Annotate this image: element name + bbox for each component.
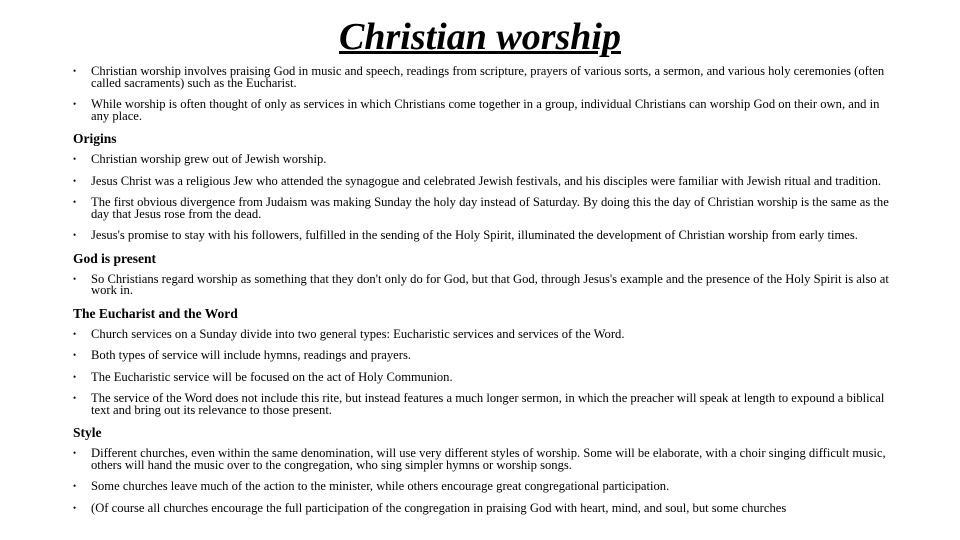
bullet-text: While worship is often thought of only as services in which Christians come together in a group, individual Christians can worship God on their own, and in any place. [91,97,880,123]
bullet-text: Different churches, even within the same denomination, will use very different styles of worship. Some will be elaborate, with a choir singing difficult music, others will hand the music over to the congregation, who sing simpler hymns or worship songs. [91,446,886,472]
bullet-text: (Of course all churches encourage the full participation of the congregation in praising God with heart, mind, and soul, but some churches [91,500,787,515]
bullet-item [73,271,893,297]
bullet-item [73,369,893,384]
bullet-dot-icon: • [73,273,77,284]
bullet-item [73,66,893,89]
page-title: Christian worship [339,16,621,58]
bullet-dot-icon: • [73,230,77,240]
bullet-item [73,393,893,416]
bullet-item [73,99,893,122]
section-heading-style: Style [73,425,102,440]
bullet-dot-icon: • [73,481,77,491]
bullet-item [73,173,893,188]
section-heading-eucharist-and-word: The Eucharist and the Word [73,305,238,321]
bullet-dot-icon: • [73,66,77,76]
bullet-dot-icon: • [73,197,77,207]
bullet-text: The service of the Word does not include this rite, but instead features a much longer sermon, in which the preacher will speak at length to expound a biblical text and bring out its relevance to those present. [91,391,885,417]
bullet-dot-icon: • [73,350,77,360]
bullet-text: The Eucharistic service will be focused on the act of Holy Communion. [91,369,453,384]
slide-content [73,66,893,524]
bullet-text: Church services on a Sunday divide into two general types: Eucharistic services and services of the Word. [91,326,625,341]
bullet-text: The first obvious divergence from Judaism was making Sunday the holy day instead of Saturday. By doing this the day of Christian worship is the same as the day that Jesus rose from the dead. [91,195,889,221]
bullet-item [73,500,893,515]
section-heading-origins: Origins [73,131,117,146]
bullet-dot-icon: • [73,175,77,186]
bullet-dot-icon: • [73,371,77,382]
bullet-text: So Christians regard worship as something that they don't only do for God, but that God, through Jesus's example and the presence of the Holy Spirit is also at work in. [91,271,889,297]
bullet-dot-icon: • [73,99,77,109]
bullet-dot-icon: • [73,154,77,164]
bullet-text: Both types of service will include hymns, readings and prayers. [91,348,412,362]
bullet-text: Jesus Christ was a religious Jew who attended the synagogue and celebrated Jewish festivals, and his disciples were familiar with Jewish ritual and tradition. [91,173,882,188]
bullet-text: Some churches leave much of the action to the minister, while others encourage great congregational participation. [91,479,670,493]
bullet-dot-icon: • [73,328,77,339]
bullet-dot-icon: • [73,502,77,513]
bullet-dot-icon: • [73,393,77,403]
bullet-text: Jesus's promise to stay with his followers, fulfilled in the sending of the Holy Spirit, illuminated the development of Christian worship from early times. [91,228,858,242]
bullet-text: Christian worship grew out of Jewish worship. [91,152,327,166]
bullet-item [73,481,893,493]
bullet-item [73,326,893,341]
bullet-item [73,448,893,471]
bullet-text: Christian worship involves praising God in music and speech, readings from scripture, prayers of various sorts, a sermon, and various holy ceremonies (often called sacraments) such as the Eucharist. [91,64,885,90]
section-heading-god-is-present: God is present [73,250,157,266]
bullet-item [73,197,893,220]
bullet-item [73,154,893,166]
bullet-item [73,350,893,362]
bullet-item [73,230,893,242]
bullet-dot-icon: • [73,448,77,458]
